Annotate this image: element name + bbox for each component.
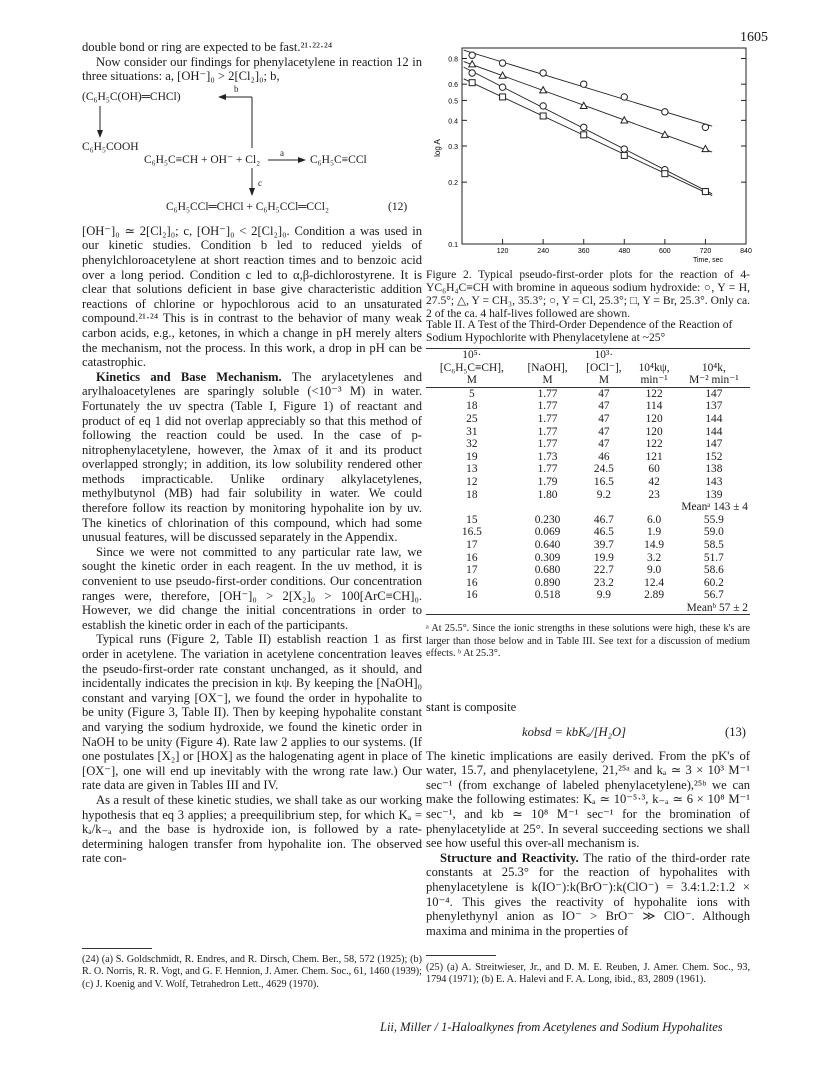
table-header-cell: M [518,374,578,387]
data-point-square [500,94,506,100]
table-cell: 46 [598,450,610,463]
data-point-square [469,80,475,86]
paragraph: Now consider our findings for phenylacetylene in reaction 12 in three situations: a, [OH⁻]₀ > 2[Cl₂]₀; b, [82,54,422,84]
table-2-grid [426,348,750,615]
table-cell: 0.309 [534,551,561,564]
table-row [426,539,750,552]
table-cell: 0.069 [534,526,561,539]
table-header-cell: min⁻¹ [630,374,677,387]
table-row [426,577,750,590]
table-cell: 60.2 [703,576,724,589]
data-point-square [702,189,708,195]
table-row [426,400,750,413]
x-tick-label: 600 [659,248,671,255]
table-cell: 17 [466,564,478,577]
table-cell: 51.7 [703,551,724,564]
table-row [426,589,750,602]
footnote-24: (24) (a) S. Goldschmidt, R. Endres, and R. Dirsch, Chem. Ber., 58, 572 (1925); (b) R. O. Norris, R. R. Vogt, and G. F. Hennion, J. Amer. Chem. Soc., 61, 1460 (1939); (c) J. Koenig and V. Wolf, Tetrahedron Lett., 4629 (1970). [82,954,422,990]
table-cell: 58.6 [703,564,724,577]
table-row [426,552,750,565]
table-header-cell [678,349,750,362]
section-heading: Structure and Reactivity. [440,850,579,865]
y-tick-label: 0.1 [448,242,458,249]
y-tick-label: 0.4 [448,118,458,126]
scheme-benzoic-acid: C₆H₅COOH [82,140,139,153]
x-tick-label: 120 [496,248,509,255]
table-cell: 23.2 [593,576,614,589]
table-cell: 16.5 [593,475,614,488]
table-cell: 0.680 [534,564,561,577]
data-point-circle [662,109,668,115]
table-cell: 58.5 [703,538,724,551]
table-cell: 120 [645,425,663,438]
table-header-cell: M⁻² min⁻¹ [678,374,750,387]
table-cell: 1.73 [537,450,558,463]
table-row [426,564,750,577]
table-cell: 1.80 [537,488,558,501]
x-tick-label: 240 [537,248,549,255]
table-2-footnote: ᵃ At 25.5°. Since the ionic strengths in these solutions were high, these k's are larger than those below and in Table III. See text for a discussion of medium effects. ᵇ At 25.3°. [426,623,750,660]
running-footer: Lii, Miller / 1-Haloalkynes from Acetylenes and Sodium Hypohalites [380,1020,723,1034]
table-cell: 1.9 [646,526,662,539]
table-row [426,451,750,464]
footnote-rule [82,948,152,949]
equation-number-13: (13) [725,724,746,739]
scheme-enol: (C₆H₅C(OH)═CHCl) [82,90,181,103]
table-cell: 15 [466,513,478,526]
table-cell: 2.89 [644,589,665,602]
table-cell: 9.2 [596,488,612,501]
table-cell: 139 [705,488,723,501]
scheme-product: C₆H₅C≡CCl [310,153,367,166]
section-heading: Kinetics and Base Mechanism. [96,369,282,384]
equation-13-body: kobsd = kbKₐ/[H₂O] [522,724,627,739]
paragraph: double bond or ring are expected to be fast.²¹·²²·²⁴ [82,40,333,54]
equation-13 [426,721,750,743]
table-cell: 47 [598,425,610,438]
table-cell: 13 [466,463,478,476]
table-cell: 19 [466,450,478,463]
table-cell: 46.5 [593,526,614,539]
table-cell: 47 [598,412,610,425]
table-cell: 47 [598,400,610,413]
data-point-circle [499,84,505,90]
table-cell: 152 [705,450,723,463]
table-cell: 1.77 [537,400,558,413]
table-cell: 0.230 [534,513,561,526]
reaction-scheme-12 [82,84,422,262]
table-header-cell [630,349,677,362]
table-cell: 16.5 [461,526,482,539]
table-row [426,476,750,489]
table-cell: 23 [648,488,660,501]
table-cell: 0.518 [534,589,561,602]
table-header-cell: 10⁴kψ, [638,361,670,374]
figure-2-caption: Figure 2. Typical pseudo-first-order plots for the reaction of 4-YC₆H₄C≡CH with bromine in aqueous sodium hydroxide: ○, Y = H, 27.5°; △, Y = CH₃, 35.3°; ○, Y = Cl, 25.3°; □, Y = Br, 25.3°. Only ca. 2 of the ca. 4 half-lives followed are shown. [426,268,750,320]
table-cell: 1.77 [537,438,558,451]
table-row [426,438,750,451]
y-tick-label: 0.8 [448,56,458,64]
table-cell: 19.9 [593,551,614,564]
table-cell: 6.0 [646,513,662,526]
table-row [426,387,750,400]
table-cell: 12 [466,475,478,488]
table-cell: 42 [648,475,660,488]
paragraph: As a result of these kinetic studies, we shall take as our working hypothesis that eq 3 applies; a preequilibrium step, for which Kₐ = kₐ/k₋ₐ and the base is hydroxide ion, is followed by a rate-determining halogen transfer from hypohalite ion. The observed rate con- [82,792,422,866]
table-2-title: Table II. A Test of the Third-Order Dependence of the Reaction of Sodium Hypochlorite with Phenylacetylene at ~25° [426,318,733,344]
x-tick-label: 720 [699,248,712,255]
table-cell: 1.77 [537,425,558,438]
data-point-circle [702,124,708,130]
paragraph: [OH⁻]₀ ≃ 2[Cl₂]₀; c, [OH⁻]₀ < 2[Cl₂]₀. Condition a was used in our kinetic studies. Condition b led to reduced yields of phenylchloroacetylene at short reaction times and to benzoic acid over a long period. Condition c led to α,β-dichlorostyrene. It is clear that solutions deficient in base give characteristic addition reactions of chlorine or hypochlorous acid to an unsaturated compound.²¹·²⁴ This is in contrast to the behavior of many weak carbon acids, e.g., ketones, in which a change in pH merely alters the mechanism, not the process. In this work, a drop in pH can be catastrophic. [82,223,422,370]
table-cell: 12.4 [644,576,665,589]
table-header-cell: [NaOH], [527,361,568,374]
table-cell: 122 [645,387,663,400]
data-point-circle [540,70,546,76]
table-cell: 55.9 [703,513,724,526]
y-tick-label: 0.6 [448,82,458,90]
footnote-25: (25) (a) A. Streitwieser, Jr., and D. M. E. Reuben, J. Amer. Chem. Soc., 93, 1794 (1971); (b) E. A. Halevi and F. A. Long, ibid., 83, 2809 (1961). [426,962,750,986]
table-row [426,463,750,476]
table-cell: 9.0 [646,564,662,577]
table-cell: 32 [466,438,478,451]
table-cell: 60 [648,463,660,476]
x-axis-label: Time, sec [692,257,724,264]
x-tick-label: 840 [740,248,752,255]
table-row [426,526,750,539]
table-cell: 47 [598,387,610,400]
data-point-square [662,171,668,177]
scheme-arrows [82,84,422,262]
figure-2 [426,40,750,265]
table-cell: 17 [466,538,478,551]
data-point-triangle [580,102,587,108]
y-tick-label: 0.5 [448,98,458,106]
table-header-cell: 10³· [577,349,630,362]
x-tick-label: 360 [577,248,590,255]
table-cell: 1.77 [537,387,558,400]
table-header-cell: 10⁵· [426,349,518,362]
table-cell: 3.2 [646,551,662,564]
table-cell: 1.79 [537,475,558,488]
table-cell: 147 [705,387,723,400]
table-header-cell: M [577,374,630,387]
paragraph: stant is composite [426,700,517,714]
table-cell: 120 [645,412,663,425]
table-cell: 143 [705,475,723,488]
paragraph [82,370,422,545]
scheme-label-a: a [280,147,284,158]
table-cell: 1.77 [537,412,558,425]
table-2 [426,318,750,660]
data-point-circle [469,70,475,76]
table-cell: 24.5 [593,463,614,476]
table-cell: 16 [466,576,478,589]
paragraph: Since we were not committed to any particular rate law, we sought the kinetic order in each reagent. In the uv method, it is convenient to use pseudo-first-order conditions. Our concentration ranges were, therefore, [OH⁻]₀ > 2[X₂]₀ > 100[ArC≡CH]₀. However, we did change the initial concentrations in order to establish the kinetic order in each of the participants. [82,544,422,632]
table-header-cell: M [426,374,518,387]
y-tick-label: 0.3 [448,144,458,151]
table-cell: 56.7 [703,589,724,602]
table-2-mean-a: Meanᵃ 143 ± 4 [681,501,748,514]
paragraph: The kinetic implications are easily derived. From the pK's of water, 15.7, and phenylacetylene, 21,²⁵ᵃ and kₐ ≃ 3 × 10³ M⁻¹ sec⁻¹ (from exchange of labeled phenylacetylene),²⁵ᵇ we can make the following estimates: Kₐ ≃ 10⁻⁵·³, k₋ₐ ≃ 6 × 10⁸ M⁻¹ sec⁻¹, and kb ≃ 10⁸ M⁻¹ sec⁻¹ for the bromination of phenylacetylide at 25°. In several succeeding sections we shall see how useful this over-all mechanism is. [426,748,750,851]
table-cell: 144 [705,425,723,438]
paragraph [426,851,750,939]
scheme-reactants: C₆H₅C≡CH + OH⁻ + Cl₂ [144,153,261,166]
table-cell: 18 [466,488,478,501]
scheme-addition-products: C₆H₅CCl═CHCl + C₆H₅CCl═CCl₂ [166,200,329,213]
data-point-circle [581,124,587,130]
table-cell: 22.7 [593,564,614,577]
data-point-square [621,152,627,158]
table-cell: 147 [705,438,723,451]
table-cell: 0.890 [534,576,561,589]
y-tick-label: 0.2 [448,180,458,188]
table-cell: 14.9 [644,538,665,551]
paragraph-body: The arylacetylenes and arylhaloacetylenes are sparingly soluble (<10⁻³ M) in water. Fortunately the uv spectra (Table I, Figure 1) of reactant and product of eq 1 did not overlap appreciably so that this method of following the reaction could be used. In the case of p-nitrophenylacetylene, however, the λmax of it and its product overlapped strongly; in addition, its low solubility rendered other methods impracticable. Unlike ordinary alkylacetylenes, methylbutynol (MB) had fair solubility in water. We could therefore follow its reaction by monitoring hypohalite ion by uv. The kinetics of chlorination of this compound, which had some unusual features, will be discussed separately in the Appendix. [82,369,422,545]
table-cell: 1.77 [537,463,558,476]
table-cell: 46.7 [593,513,614,526]
table-header-cell: [C₆H₅C≡CH], [439,361,504,374]
table-cell: 18 [466,400,478,413]
page-number: 1605 [740,30,768,45]
table-row [426,413,750,426]
data-point-circle [621,146,627,152]
table-cell: 5 [469,387,475,400]
table-cell: 25 [466,412,478,425]
data-point-circle [540,103,546,109]
table-cell: 0.640 [534,538,561,551]
data-point-triangle [621,117,628,123]
table-cell: 39.7 [593,538,614,551]
left-column [82,40,422,866]
table-cell: 9.9 [596,589,612,602]
table-cell: 31 [466,425,478,438]
data-point-square [540,113,546,119]
table-cell: 144 [705,412,723,425]
data-point-circle [621,94,627,100]
y-axis-label: log A [433,139,442,157]
table-cell: 47 [598,438,610,451]
table-row [426,514,750,527]
data-point-circle [499,60,505,66]
table-cell: 138 [705,463,723,476]
data-point-circle [469,52,475,58]
table-header-cell [518,349,578,362]
table-cell: 121 [645,450,663,463]
data-point-square [581,132,587,138]
scheme-label-c: c [258,177,262,188]
table-cell: 59.0 [703,526,724,539]
paragraph: Typical runs (Figure 2, Table II) establish reaction 1 as first order in acetylene. The variation in acetylene concentration leaves the pseudo-first-order rate constant unchanged, as it should, and incidentally indicates the precision in kψ. By keeping the [NaOH]₀ constant and varying [OX⁻], we found the order in hypohalite to be unity (Figure 3, Table II). Then by keeping hypohalite constant and varying the sodium hydroxide, we found the kinetic order in NaOH to be unity (Figure 4). Rate law 2 applies to our systems. (If one postulates [X₂] or [HOX] as the halogenating agent in place of [OX⁻], one will end up inevitably with the wrong rate law.) Our rate data are given in Tables III and IV. [82,632,422,793]
table-header-cell: 10⁴k, [701,361,726,374]
table-cell: 114 [645,400,663,413]
scheme-label-b: b [234,83,239,94]
paragraph-body: The ratio of the third-order rate constants at 25.3° for the reaction of hypohalites with phenylacetylene is k(IO⁻):k(BrO⁻):k(ClO⁻) = 3.4:1.2:1.2 × 10⁻⁴. This gives the reactivity of hypohalite ions with phenylethynyl anion as IO⁻ > BrO⁻ ≫ ClO⁻. Although maxima and minima in the properties of [426,850,751,938]
table-row [426,426,750,439]
table-cell: 16 [466,589,478,602]
figure-2-plot [426,40,750,265]
table-cell: 122 [645,438,663,451]
x-tick-label: 480 [618,248,631,255]
table-cell: 16 [466,551,478,564]
table-row [426,489,750,502]
table-2-mean-b: Meanᵇ 57 ± 2 [426,602,750,615]
table-header-cell: [OCl⁻], [586,361,622,374]
data-point-circle [581,81,587,87]
equation-number-12: (12) [388,200,408,213]
footnote-rule [426,955,496,956]
right-column [426,700,750,938]
table-cell: 137 [705,400,723,413]
